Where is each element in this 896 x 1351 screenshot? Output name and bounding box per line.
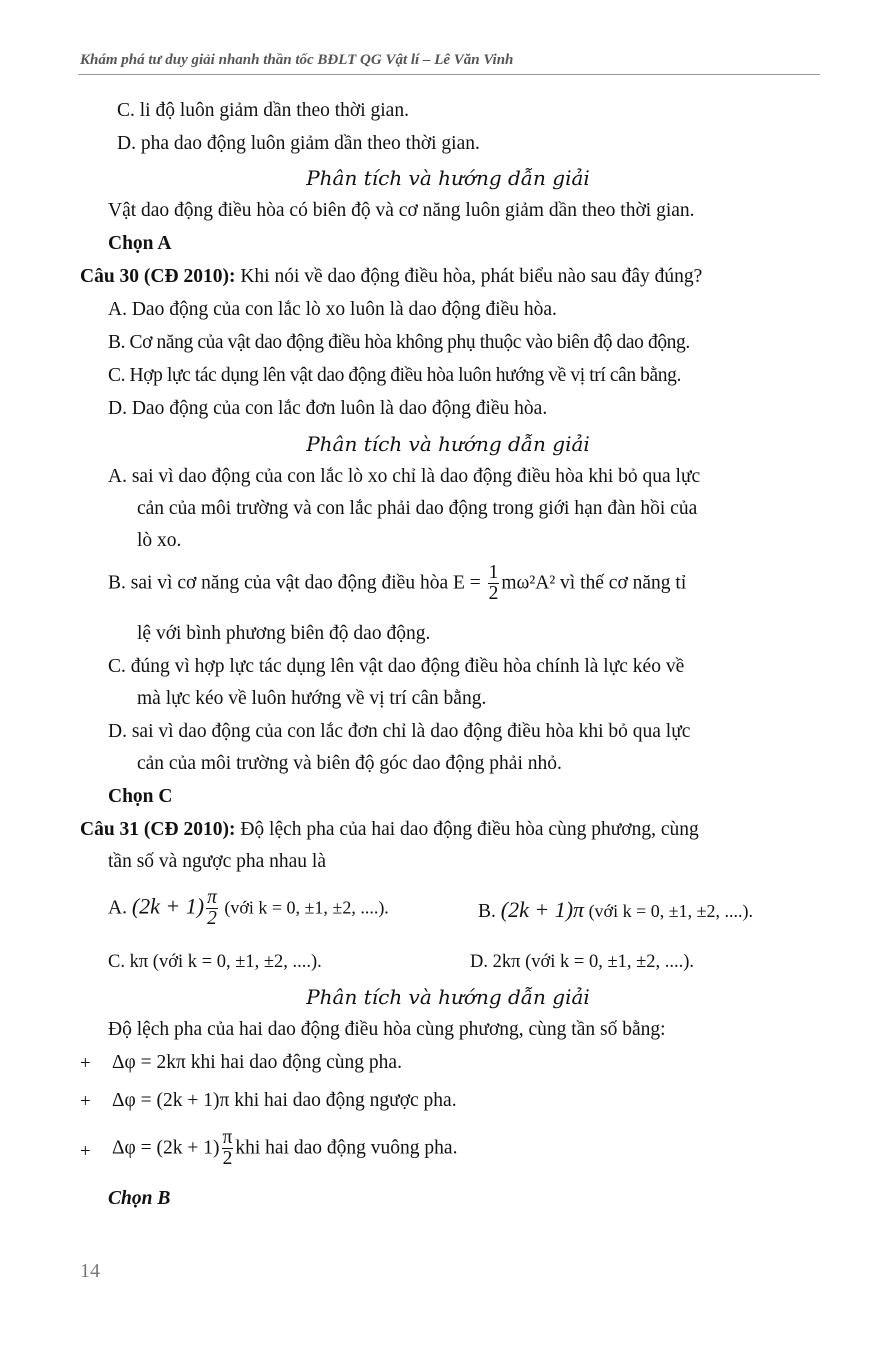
q30-explanation-c-line1: C. đúng vì hợp lực tác dụng lên vật dao động điều hòa chính là lực kéo về xyxy=(108,656,685,677)
q31-option-b xyxy=(478,897,753,923)
energy-fraction-denominator: 2 xyxy=(488,583,499,605)
q31-opt-a-denominator: 2 xyxy=(207,908,217,930)
q31-stem-line2: tần số và ngược pha nhau là xyxy=(108,851,326,872)
q30-explanation-c-line2: mà lực kéo về luôn hướng về vị trí cân bằng. xyxy=(137,688,487,709)
q29-answer: Chọn A xyxy=(108,233,172,254)
q30-exp-b-pre: B. sai vì cơ năng của vật dao động điều hòa E = xyxy=(108,572,486,594)
bullet-marker-1: + xyxy=(80,1053,91,1074)
header-rule xyxy=(78,74,820,75)
q30-option-a: A. Dao động của con lắc lò xo luôn là dao động điều hòa. xyxy=(108,299,557,320)
q31-analysis-heading: Phân tích và hướng dẫn giải xyxy=(306,985,590,1009)
energy-formula: mω²A² xyxy=(501,572,556,594)
q30-option-b: B. Cơ năng của vật dao động điều hòa không phụ thuộc vào biên độ dao động. xyxy=(108,332,690,353)
q31-case-1: Δφ = 2kπ khi hai dao động cùng pha. xyxy=(112,1052,402,1073)
q31-case-3-denominator: 2 xyxy=(222,1148,233,1170)
q31-label: Câu 31 (CĐ 2010): xyxy=(80,819,236,840)
q31-case-3 xyxy=(112,1128,457,1170)
q30-exp-b-post: vì thế cơ năng tỉ xyxy=(555,572,687,594)
q31-opt-b-post: (với k = 0, ±1, ±2, ....). xyxy=(584,901,753,921)
q30-explanation-d-line2: cản của môi trường và biên độ góc dao động phải nhỏ. xyxy=(137,753,562,774)
q30-analysis-heading: Phân tích và hướng dẫn giải xyxy=(306,432,590,456)
q31-stem-line1 xyxy=(80,819,699,841)
q31-opt-b-pre: B. xyxy=(478,901,501,922)
q30-answer: Chọn C xyxy=(108,786,173,807)
q29-analysis-heading: Phân tích và hướng dẫn giải xyxy=(306,166,590,190)
q31-explanation: Độ lệch pha của hai dao động điều hòa cùng phương, cùng tần số bằng: xyxy=(108,1019,666,1040)
bullet-marker-3: + xyxy=(80,1141,91,1162)
q30-explanation-a-line2: cản của môi trường và con lắc phải dao động trong giới hạn đàn hồi của xyxy=(137,498,698,519)
q30-explanation-a-line3: lò xo. xyxy=(137,530,182,551)
page-number: 14 xyxy=(80,1260,100,1282)
energy-fraction-numerator: 1 xyxy=(488,562,499,583)
bullet-marker-2: + xyxy=(80,1091,91,1112)
q30-explanation-a-line1: A. sai vì dao động của con lắc lò xo chỉ là dao động điều hòa khi bỏ qua lực xyxy=(108,466,701,487)
q30-option-c: C. Hợp lực tác dụng lên vật dao động điều hòa luôn hướng về vị trí cân bằng. xyxy=(108,365,681,386)
q31-opt-a-formula: (2k + 1) xyxy=(131,893,205,919)
q30-explanation-b-line1 xyxy=(108,563,686,605)
q30-stem-text: Khi nói về dao động điều hòa, phát biểu nào sau đây đúng? xyxy=(235,266,703,287)
q31-answer: Chọn B xyxy=(108,1188,171,1209)
q31-option-c: C. kπ (với k = 0, ±1, ±2, ....). xyxy=(108,952,322,972)
q29-option-c: C. li độ luôn giảm dần theo thời gian. xyxy=(117,100,409,121)
q31-opt-a-fraction xyxy=(206,888,218,930)
q31-case-3-pre: Δφ = (2k + 1) xyxy=(112,1137,220,1159)
energy-fraction xyxy=(488,563,500,605)
q31-case-3-post: khi hai dao động vuông pha. xyxy=(235,1137,458,1159)
q29-option-d: D. pha dao động luôn giảm dần theo thời gian. xyxy=(117,133,480,154)
q31-case-3-numerator: π xyxy=(222,1127,233,1148)
q29-explanation: Vật dao động điều hòa có biên độ và cơ năng luôn giảm dần theo thời gian. xyxy=(108,200,695,221)
q31-stem-text: Độ lệch pha của hai dao động điều hòa cùng phương, cùng xyxy=(235,819,699,840)
running-header: Khám phá tư duy giải nhanh thần tốc BĐLT QG Vật lí – Lê Văn Vinh xyxy=(80,52,514,68)
q31-case-2: Δφ = (2k + 1)π khi hai dao động ngược pha. xyxy=(112,1090,457,1111)
q31-option-a xyxy=(108,888,389,930)
q31-option-d: D. 2kπ (với k = 0, ±1, ±2, ....). xyxy=(470,952,695,972)
q30-stem xyxy=(80,266,702,288)
q30-option-d: D. Dao động của con lắc đơn luôn là dao động điều hòa. xyxy=(108,398,548,419)
q30-explanation-d-line1: D. sai vì dao động của con lắc đơn chỉ là dao động điều hòa khi bỏ qua lực xyxy=(108,721,691,742)
q31-opt-a-pre: A. xyxy=(108,897,132,919)
q31-opt-b-formula: (2k + 1)π xyxy=(500,897,585,922)
q30-explanation-b-line2: lệ với bình phương biên độ dao động. xyxy=(137,623,431,644)
q31-opt-a-post: (với k = 0, ±1, ±2, ....). xyxy=(219,897,389,918)
q31-opt-a-numerator: π xyxy=(207,887,217,908)
q31-case-3-fraction xyxy=(222,1128,234,1170)
q30-label: Câu 30 (CĐ 2010): xyxy=(80,266,236,287)
